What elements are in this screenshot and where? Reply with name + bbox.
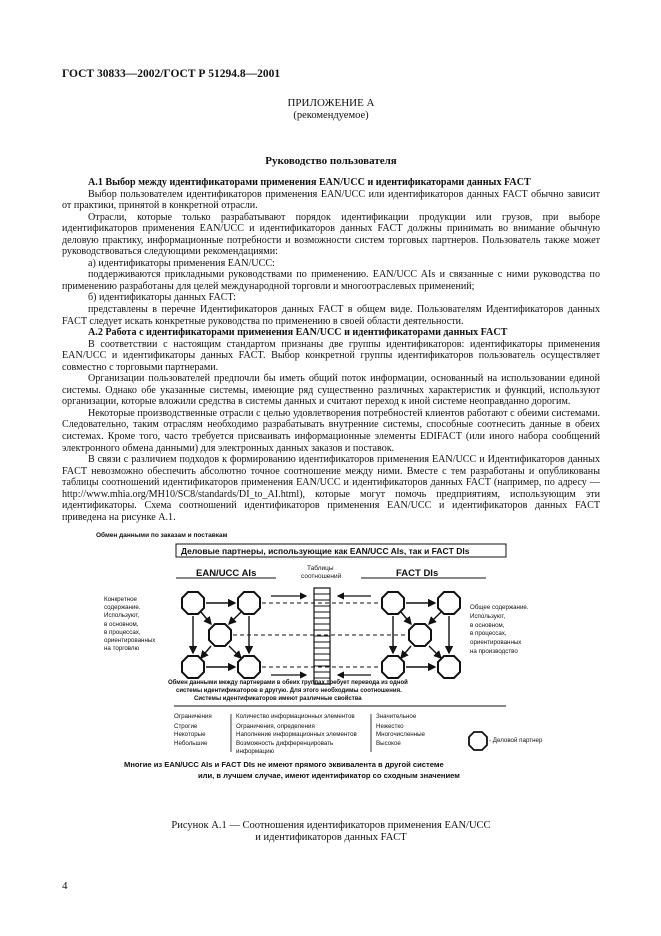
left-description: Конкретное содержание. Используют, в основном, в процессах, ориентированных на торговлю (104, 596, 156, 653)
figure-bottom-note-2: или, в лучшем случае, имеют идентификатор со сходным значением (198, 771, 460, 780)
paragraph: В связи с различием подходов к формированию идентификаторов применения EAN/UCC и Идентификаторов данных FACT невозможно обеспечить абсолютно точное соотношение между ними. Вместе с тем разработаны и опубликованы таблицы соотношений идентификаторов применения EAN/UCC и идентификаторов данных FACT (например, по адресу — http://www.mhia.org/MH10/SC8/standards/DI_to_AI.html), которые могут помочь предприятиям, использующим эти идентификаторы. Схема соотношений идентификаторов применения EAN/UCC и идентификаторов данных FACT приведена на рисунке А.1. (62, 454, 600, 523)
paragraph: б) идентификаторы данных FACT: (88, 292, 236, 304)
figure-banner: Деловые партнеры, использующие как EAN/UCC AIs, так и FACT DIs (181, 546, 470, 556)
appendix-subtitle: (рекомендуемое) (293, 110, 369, 121)
right-description: Общее содержание. Используют, в основном, в процессах, ориентированных на производство (470, 604, 529, 655)
table-header-1: Ограничения (174, 713, 212, 720)
appendix-title: ПРИЛОЖЕНИЕ А (287, 97, 375, 109)
table-col-2: Ограничения, определения Наполнение информационных элементов Возможность дифференцировать информацию (236, 723, 357, 756)
document-header: ГОСТ 30833—2002/ГОСТ Р 51294.8—2001 (62, 68, 281, 80)
paragraph: представлены в перечне Идентификаторов данных FACT в общем виде. Пользователям Идентификаторов данных FACT следует искать конкретные руководства по применению в своей области деятельности. (62, 304, 600, 327)
page-number: 4 (62, 880, 68, 892)
correspondence-tables (314, 588, 330, 684)
mid-note-1: Обмен данными между партнерами в обеих группах требует перевода из одной (168, 680, 408, 686)
paragraph: поддерживаются прикладными руководствами по применению. EAN/UCC AIs и связанные с ними руководства по применению разработаны для целей международной торговли и многоотраслевых применений; (62, 269, 600, 292)
paragraph: а) идентификаторы применения EAN/UCC: (88, 257, 275, 269)
section-a1-heading: А.1 Выбор между идентификаторами применения EAN/UCC и идентификаторами данных FACT (88, 177, 531, 188)
body-text (62, 177, 600, 523)
legend-label: - Деловой партнер (489, 737, 543, 744)
table-col-1: Строгие Некоторые Небольшие (174, 723, 208, 747)
figure-a1 (96, 532, 576, 782)
paragraph: В соответствии с настоящим стандартом признаны две группы идентификаторов: идентификаторы применения EAN/UCC и идентификаторы данных FACT. Выбор конкретной группы идентификаторов пользователь осуществляет совместно с торговыми партнерами. (62, 338, 600, 373)
tables-label-2: соотношений (301, 573, 342, 580)
left-system-title: EAN/UCC AIs (196, 568, 257, 579)
section-a2-heading: А.2 Работа с идентификаторами применения EAN/UCC и идентификаторами данных FACT (88, 327, 508, 339)
figure-caption: Рисунок А.1 — Соотношения идентификаторов применения EAN/UCC и идентификаторов данных FACT (171, 820, 491, 843)
table-header-3: Значительное (376, 713, 417, 720)
paragraph: Отрасли, которые только разрабатывают порядок идентификации продукции или грузов, при выборе идентификаторов применения EAN/UCC и идентификаторов данных FACT должны принимать во внимание обычную деловую практику, информационные потребности и возможности систем торговых партнеров. Пользователь также может руководствоваться следующими рекомендациями: (62, 211, 600, 258)
legend-octagon (469, 732, 487, 750)
figure-bottom-note-1: Многие из EAN/UCC AIs и FACT DIs не имеют прямого эквивалента в другой системе (124, 760, 444, 769)
figure-top-note: Обмен данными по заказам и поставкам (96, 532, 228, 539)
table-header-2: Количество информационных элементов (236, 713, 355, 720)
table-col-3: Нежестко Многочисленные Высокое (376, 723, 425, 747)
paragraph: Некоторые производственные отрасли с целью удовлетворения потребностей клиентов работают с обеими системами. Следовательно, таким отраслям необходимо разрабатывать внутренние системы, способные соотнесить данные в обеих системах. Кроме того, часто требуется присваивать информационные элементы EDIFACT (или иного набора сообщений электронного обмена данными) для электронных данных заказов и поставок. (62, 407, 600, 454)
paragraph: Выбор пользователем идентификаторов применения EAN/UCC или идентификаторов данных FACT обычно зависит от практики, принятой в конкретной отрасли. (62, 188, 600, 212)
mid-note-3: Системы идентификаторов имеют различные свойства (194, 696, 362, 702)
mid-note-2: системы идентификаторов в другую. Для этого необходимы соотношения. (176, 688, 402, 694)
paragraph: Организации пользователей предпочли бы иметь общий поток информации, основанный на использовании единой системы. Однако обе указанные системы, имеющие ряд существенно различных характеристик и функций, используют организации, которые вложили средства в системы данных и считают переход к иной системе неоправданно дорогим. (62, 373, 600, 408)
right-system-title: FACT DIs (396, 568, 439, 579)
document-title: Руководство пользователя (265, 155, 397, 167)
tables-label-1: Таблицы (307, 565, 334, 572)
